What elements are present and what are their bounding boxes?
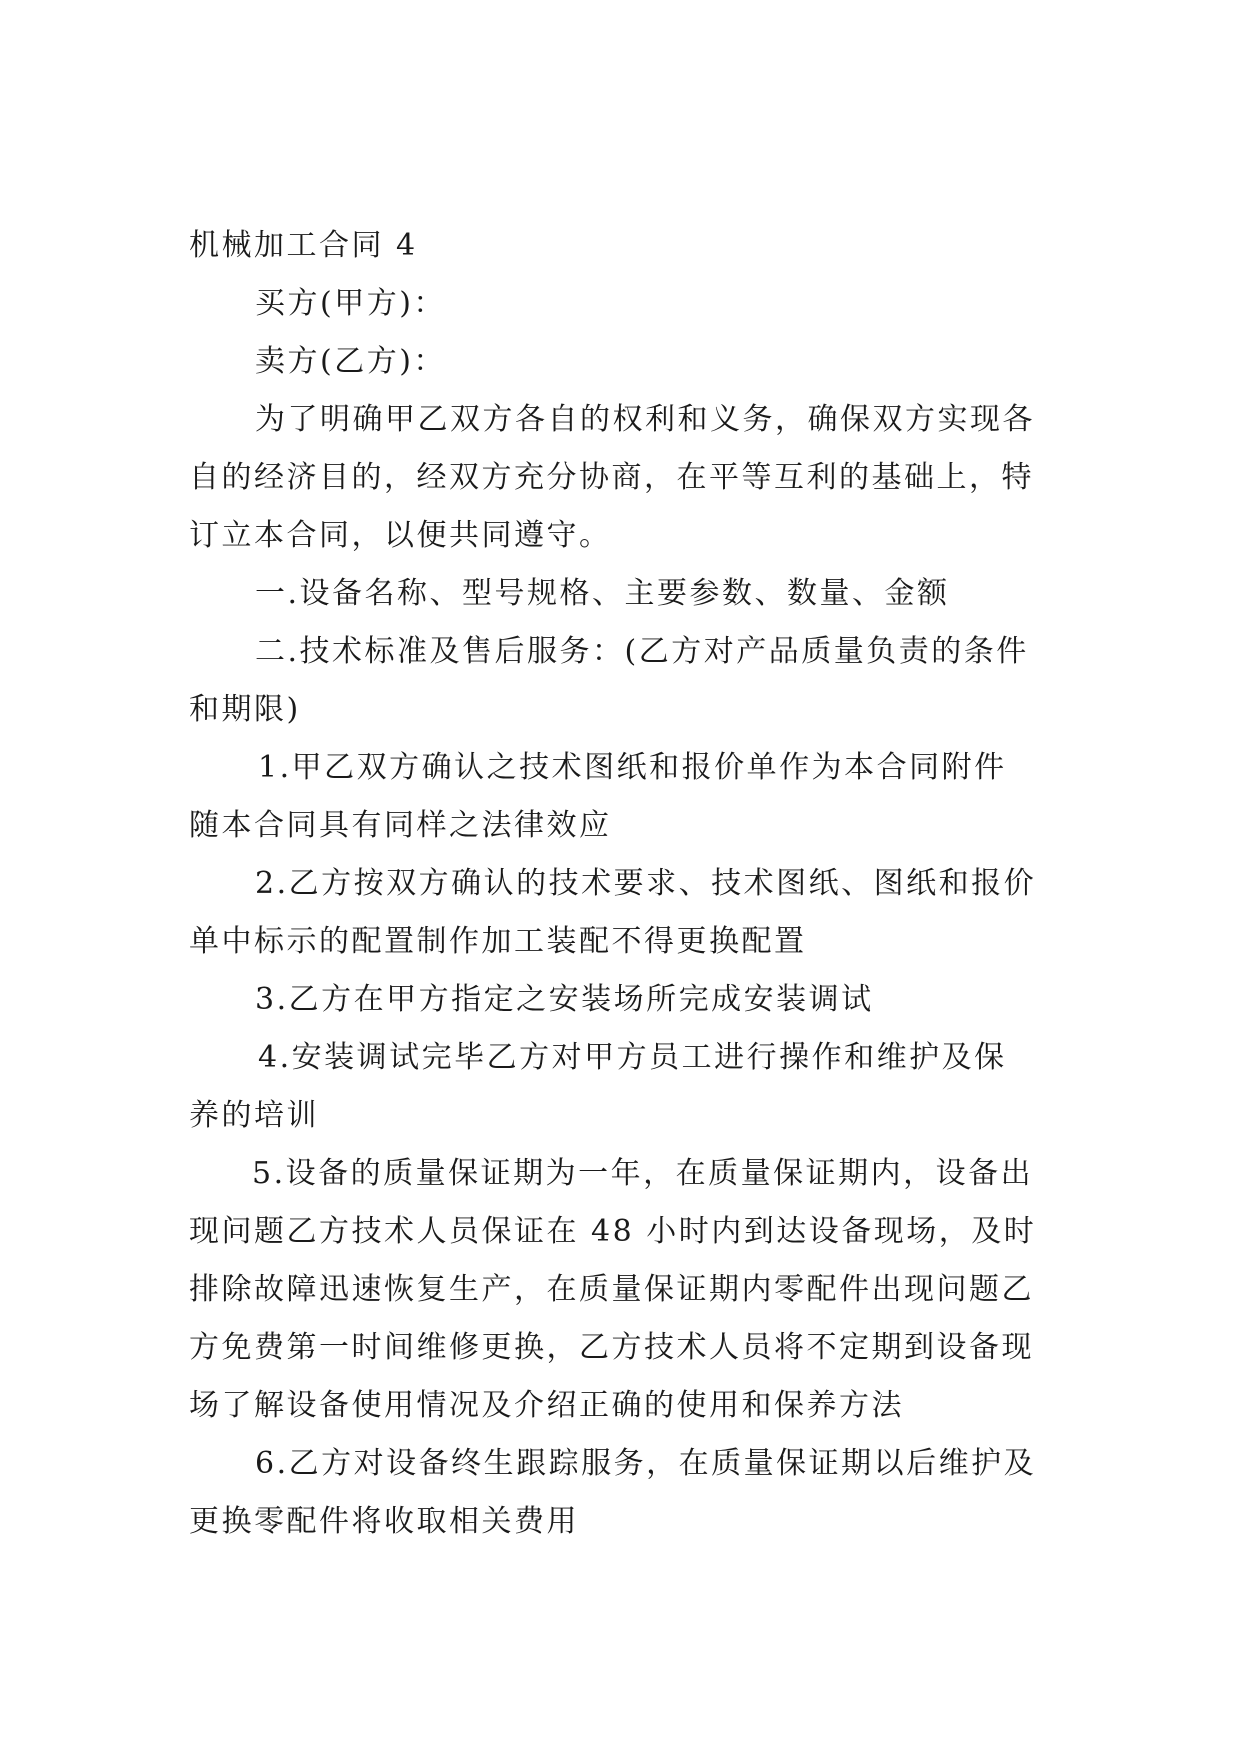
- paragraph-line: 二.技术标准及售后服务：(乙方对产品质量负责的条件: [255, 634, 1029, 669]
- paragraph-line: 订立本合同，以便共同遵守。: [189, 518, 612, 553]
- paragraph-line: 4.安装调试完毕乙方对甲方员工进行操作和维护及保: [258, 1040, 1007, 1075]
- clause-1: [189, 739, 1055, 855]
- intro-paragraph: [189, 391, 1055, 565]
- seller-line: 卖方(乙方)：: [255, 344, 446, 379]
- paragraph-line: 现问题乙方技术人员保证在 48 小时内到达设备现场，及时: [189, 1214, 1037, 1249]
- paragraph-line: 单中标示的配置制作加工装配不得更换配置: [189, 924, 807, 959]
- clause-6: [189, 1435, 1055, 1551]
- clause-4: [189, 1029, 1055, 1145]
- clause-3: [189, 971, 1055, 1029]
- paragraph-line: 6.乙方对设备终生跟踪服务，在质量保证期以后维护及: [255, 1446, 1037, 1481]
- paragraph-line: 和期限): [189, 692, 301, 727]
- paragraph-line: 养的培训: [189, 1098, 319, 1133]
- section-heading-1: 一.设备名称、型号规格、主要参数、数量、金额: [255, 576, 950, 611]
- section-heading-2: [189, 623, 1055, 739]
- paragraph-line: 自的经济目的，经双方充分协商，在平等互利的基础上，特: [189, 460, 1034, 495]
- clause-5: [189, 1145, 1055, 1435]
- paragraph-line: 方免费第一时间维修更换，乙方技术人员将不定期到设备现: [189, 1330, 1034, 1365]
- buyer-line: 买方(甲方)：: [255, 286, 446, 321]
- paragraph-line: 场了解设备使用情况及介绍正确的使用和保养方法: [189, 1388, 904, 1423]
- clause-2: [189, 855, 1055, 971]
- document-title: 机械加工合同 4: [189, 228, 418, 263]
- paragraph-line: 为了明确甲乙双方各自的权利和义务，确保双方实现各: [255, 402, 1035, 437]
- paragraph-line: 3.乙方在甲方指定之安装场所完成安装调试: [255, 982, 874, 1017]
- paragraph-line: 5.设备的质量保证期为一年，在质量保证期内，设备出: [252, 1156, 1034, 1191]
- paragraph-line: 1.甲乙双方确认之技术图纸和报价单作为本合同附件: [258, 750, 1007, 785]
- paragraph-line: 更换零配件将收取相关费用: [189, 1504, 579, 1539]
- paragraph-line: 随本合同具有同样之法律效应: [189, 808, 612, 843]
- paragraph-line: 排除故障迅速恢复生产，在质量保证期内零配件出现问题乙: [189, 1272, 1034, 1307]
- paragraph-line: 2.乙方按双方确认的技术要求、技术图纸、图纸和报价: [255, 866, 1037, 901]
- document-body: [189, 217, 1055, 1551]
